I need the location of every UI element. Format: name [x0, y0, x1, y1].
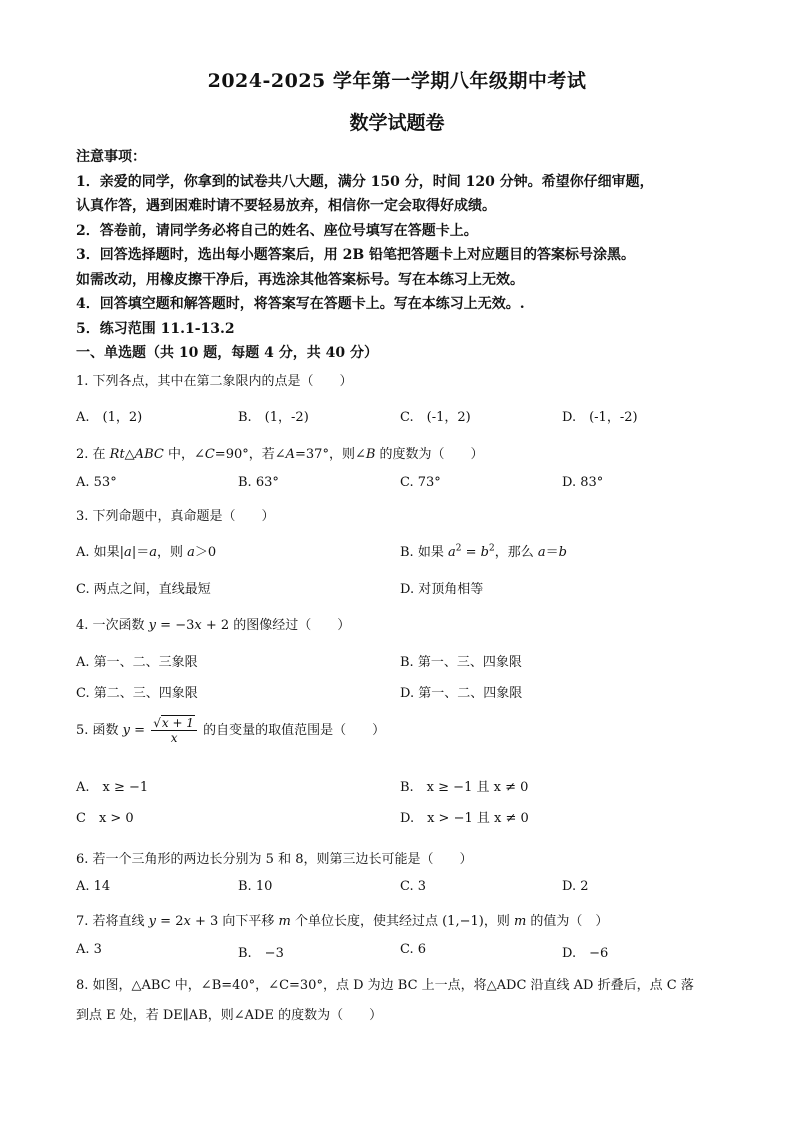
- question-5-stem: [76, 716, 385, 745]
- q5-option-c: C x > 0: [76, 811, 134, 826]
- q7-option-b: B. −3: [238, 946, 284, 961]
- q7-text: + 3 向下平移: [190, 914, 279, 929]
- q3b-var: a: [537, 545, 546, 560]
- q5-option-d: D. x > −1 且 x ≠ 0: [400, 811, 529, 826]
- q7-text: 个单位长度，使其经过点 (1,−1)，则: [290, 914, 514, 929]
- q3-option-b: [400, 541, 567, 560]
- notes-line-1: 1．亲爱的同学，你拿到的试卷共八大题，满分 150 分，时间 120 分钟。希望你仔细审题，: [76, 173, 654, 190]
- q2-option-b: B. 63°: [238, 475, 279, 490]
- question-7-stem: [76, 910, 608, 929]
- q1-option-a: A. (1，2): [76, 410, 143, 425]
- q3-option-a: [76, 541, 216, 560]
- q3b-var: b: [558, 545, 567, 560]
- q5-text: 的自变量的取值范围是（ ）: [198, 723, 386, 738]
- q3a-var: a: [149, 545, 157, 560]
- q6-option-d: D. 2: [562, 879, 589, 894]
- q6-option-a: A. 14: [76, 879, 111, 894]
- section-heading: 一、单选题（共 10 题，每题 4 分，共 40 分）: [76, 345, 378, 361]
- q4-text: 4. 一次函数: [76, 618, 149, 633]
- q2-text: =90°，若∠: [214, 447, 286, 462]
- q3-option-d: D. 对顶角相等: [400, 582, 484, 597]
- q7-option-a: A. 3: [76, 942, 102, 957]
- q7-text: 的值为（ ）: [526, 914, 609, 929]
- q3a-var: a: [187, 545, 195, 560]
- q3b-text: ，那么: [494, 545, 538, 560]
- q2-text: =37°，则∠: [295, 447, 366, 462]
- question-8-line-2: 到点 E 处，若 DE∥AB，则∠ADE 的度数为（ ）: [76, 1008, 383, 1023]
- notes-line-6: 4．回答填空题和解答题时，将答案写在答题卡上。写在本练习上无效。.: [76, 296, 525, 312]
- q4-text: + 2 的图像经过（ ）: [201, 618, 351, 633]
- q2-text: 中，∠: [163, 447, 205, 462]
- q2-var: C: [204, 447, 215, 462]
- notes-line-7: 5．练习范围 11.1-13.2: [76, 320, 235, 337]
- q5-radicand: x + 1: [161, 716, 194, 730]
- q2-text: 的度数为（ ）: [375, 447, 484, 462]
- q3a-text: A. 如果|: [76, 545, 125, 560]
- q7-option-d: D. −6: [562, 946, 609, 961]
- q3b-var: b: [480, 545, 489, 560]
- exam-subtitle: 数学试题卷: [349, 112, 445, 134]
- q4-text: = −3: [156, 618, 195, 633]
- q4-var: x: [194, 618, 202, 633]
- q5-option-a: A. x ≥ −1: [76, 780, 149, 795]
- notes-line-3: 2．答卷前，请同学务必将自己的姓名、座位号填写在答题卡上。: [76, 222, 478, 239]
- q4-option-a: A. 第一、二、三象限: [76, 655, 198, 670]
- q7-option-c: C. 6: [400, 942, 427, 957]
- question-3-stem: 3. 下列命题中，真命题是（ ）: [76, 509, 275, 524]
- q7-var: x: [183, 914, 191, 929]
- q5-numerator: [151, 716, 197, 731]
- notes-line-2: 认真作答，遇到困难时请不要轻易放弃，相信你一定会取得好成绩。: [76, 198, 496, 214]
- q2-option-c: C. 73°: [400, 475, 441, 490]
- q3a-var: a: [124, 545, 132, 560]
- q5-fraction: [151, 716, 197, 745]
- q5-denominator: x: [170, 731, 178, 745]
- q2-option-d: D. 83°: [562, 475, 604, 490]
- q2-option-a: A. 53°: [76, 475, 117, 490]
- q2-text: 2. 在: [76, 447, 110, 462]
- q4-option-c: C. 第二、三、四象限: [76, 686, 198, 701]
- question-6-stem: 6. 若一个三角形的两边长分别为 5 和 8，则第三边长可能是（ ）: [76, 852, 473, 867]
- q4-option-d: D. 第一、二、四象限: [400, 686, 523, 701]
- notes-block: [76, 145, 726, 366]
- q7-var: m: [513, 914, 527, 929]
- question-4-stem: [76, 614, 350, 633]
- q7-text: = 2: [156, 914, 184, 929]
- q6-option-c: C. 3: [400, 879, 427, 894]
- q5-option-b: B. x ≥ −1 且 x ≠ 0: [400, 780, 529, 795]
- q4-var: y: [148, 618, 157, 633]
- q2-triangle: Rt△ABC: [109, 447, 164, 462]
- q7-var: y: [148, 914, 157, 929]
- q3a-text: ＞0: [194, 545, 217, 560]
- q3b-exponent: 2: [455, 543, 462, 554]
- notes-heading: 注意事项：: [76, 149, 146, 165]
- notes-line-4: 3．回答选择题时，选出每小题答案后，用 2B 铅笔把答题卡上对应题目的答案标号涂黑。: [76, 247, 636, 263]
- q6-option-b: B. 10: [238, 879, 273, 894]
- q3a-text: ，则: [156, 545, 188, 560]
- q3b-text: =: [461, 545, 481, 560]
- exam-title: 2024-2025 学年第一学期八年级期中考试: [207, 70, 587, 92]
- q4-option-b: B. 第一、三、四象限: [400, 655, 522, 670]
- q3b-exponent: 2: [488, 543, 495, 554]
- q1-option-d: D. (-1，-2): [562, 410, 638, 425]
- q2-var: A: [285, 447, 296, 462]
- question-8-line-1: 8. 如图，△ABC 中，∠B=40°，∠C=30°，点 D 为边 BC 上一点，将△ADC 沿直线 AD 折叠后，点 C 落: [76, 978, 694, 993]
- q2-var: B: [365, 447, 376, 462]
- q1-option-b: B. (1，-2): [238, 410, 309, 425]
- notes-line-5: 如需改动，用橡皮擦干净后，再选涂其他答案标号。写在本练习上无效。: [76, 271, 524, 288]
- q5-text: 5. 函数: [76, 723, 123, 738]
- q3b-text: B. 如果: [400, 545, 448, 560]
- sqrt-sign: √x + 1: [153, 716, 194, 730]
- q3b-text: ＝: [545, 545, 559, 560]
- q3b-var: a: [447, 545, 456, 560]
- question-2-stem: [76, 443, 484, 462]
- q3-option-c: C. 两点之间，直线最短: [76, 582, 211, 597]
- q7-var: m: [278, 914, 291, 929]
- question-1-stem: 1. 下列各点，其中在第二象限内的点是（ ）: [76, 374, 353, 389]
- q7-text: 7. 若将直线: [76, 914, 149, 929]
- q5-var: y: [122, 723, 131, 738]
- q1-option-c: C. (-1，2): [400, 410, 471, 425]
- q3a-text: |＝: [131, 545, 150, 560]
- q5-text: =: [130, 723, 150, 738]
